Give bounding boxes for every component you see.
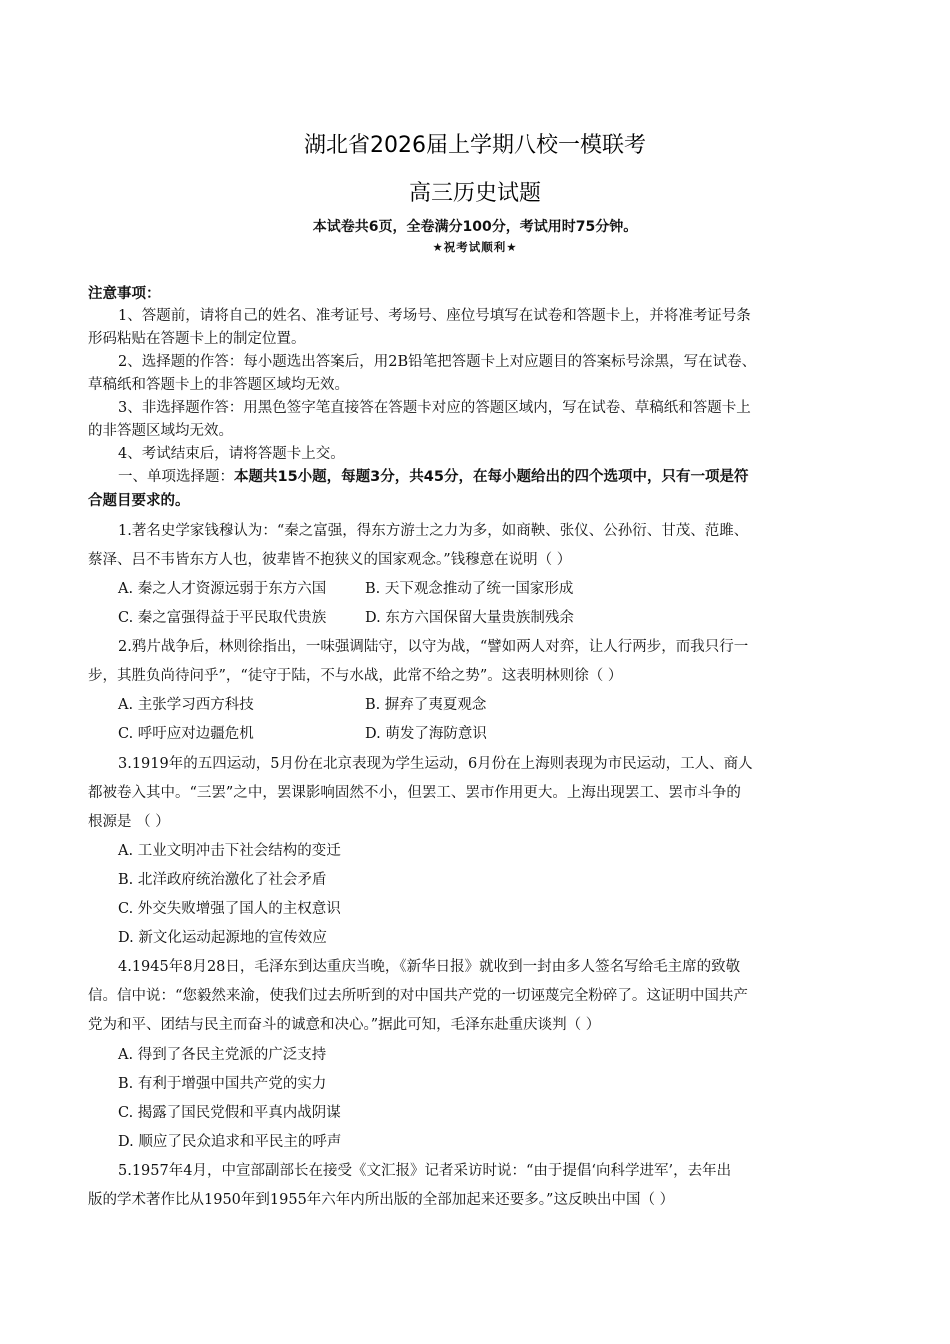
q4-option-d: D. 顺应了民众追求和平民主的呼声 [118, 1134, 342, 1150]
q1-option-b: B. 天下观念推动了统一国家形成 [365, 581, 574, 597]
q1-stem: 1.著名史学家钱穆认为：“秦之富强，得东方游士之力为多，如商鞅、张仪、公孙衍、甘茂、范雎、 [118, 523, 749, 539]
q2-stem-cont: 步，其胜负尚待问乎”，“徒守于陆，不与水战，此常不给之势”。这表明林则徐（ ） [88, 668, 623, 684]
q2-option-d: D. 萌发了海防意识 [365, 726, 487, 742]
q2-option-c: C. 呼吁应对边疆危机 [118, 726, 254, 742]
exam-wish: ★祝考试顺利★ [432, 240, 518, 254]
exam-subject: 高三历史试题 [408, 181, 541, 206]
note-1-cont: 形码粘贴在答题卡上的制定位置。 [88, 331, 306, 347]
q5-stem-cont: 版的学术著作比从1950年到1955年六年内所出版的全部加起来还要多。”这反映出中国（ ） [88, 1192, 675, 1208]
q4-stem-cont: 信。信中说：“您毅然来渝，使我们过去所听到的对中国共产党的一切诬蔑完全粉碎了。这证明中国共产 [88, 988, 748, 1004]
q1-option-d: D. 东方六国保留大量贵族制残余 [365, 610, 574, 626]
q4-option-a: A. 得到了各民主党派的广泛支持 [118, 1047, 327, 1063]
q1-option-c: C. 秦之富强得益于平民取代贵族 [118, 610, 327, 626]
q3-stem: 3.1919年的五四运动，5月份在北京表现为学生运动，6月份在上海则表现为市民运动，工人、商人 [118, 756, 753, 772]
section-heading [118, 467, 748, 487]
q3-stem-end: 根源是 （ ） [88, 814, 170, 830]
exam-info: 本试卷共6页，全卷满分100分，考试用时75分钟。 [312, 219, 638, 235]
q1-stem-cont: 蔡泽、吕不韦皆东方人也，彼辈皆不抱狭义的国家观念。”钱穆意在说明（ ） [88, 552, 572, 568]
note-3: 3、非选择题作答：用黑色签字笔直接答在答题卡对应的答题区域内，写在试卷、草稿纸和答题卡上 [118, 400, 751, 416]
q4-option-c: C. 揭露了国民党假和平真内战阴谋 [118, 1105, 341, 1121]
notes-heading: 注意事项： [88, 286, 161, 302]
note-2: 2、选择题的作答：每小题选出答案后，用2B铅笔把答题卡上对应题目的答案标号涂黑，写在试卷、 [118, 354, 757, 370]
note-4: 4、考试结束后，请将答题卡上交。 [118, 446, 345, 462]
q1-option-a: A. 秦之人才资源远弱于东方六国 [118, 581, 327, 597]
note-3-cont: 的非答题区域均无效。 [88, 423, 233, 439]
q3-option-b: B. 北洋政府统治激化了社会矛盾 [118, 872, 327, 888]
q2-option-b: B. 摒弃了夷夏观念 [365, 697, 487, 713]
section-text-cont: 合题目要求的。 [88, 493, 190, 509]
q4-stem-end: 党为和平、团结与民主而奋斗的诚意和决心。”据此可知，毛泽东赴重庆谈判（ ） [88, 1017, 601, 1033]
exam-title: 湖北省2026届上学期八校一模联考 [304, 133, 646, 158]
q5-stem: 5.1957年4月，中宣部副部长在接受《文汇报》记者采访时说：“由于提倡‘向科学进军’，去年出 [118, 1163, 732, 1179]
q3-stem-cont: 都被卷入其中。“三罢”之中，罢课影响固然不小，但罢工、罢市作用更大。上海出现罢工、罢市斗争的 [88, 785, 741, 801]
q4-option-b: B. 有利于增强中国共产党的实力 [118, 1076, 327, 1092]
note-2-cont: 草稿纸和答题卡上的非答题区域均无效。 [88, 377, 349, 393]
q3-option-a: A. 工业文明冲击下社会结构的变迁 [118, 843, 341, 859]
q3-option-c: C. 外交失败增强了国人的主权意识 [118, 901, 341, 917]
q2-stem: 2.鸦片战争后，林则徐指出，一味强调陆守，以守为战，“譬如两人对弈，让人行两步，而我只行一 [118, 639, 749, 655]
q2-option-a: A. 主张学习西方科技 [118, 697, 254, 713]
section-prefix: 一、单项选择题： [118, 469, 234, 485]
q3-option-d: D. 新文化运动起源地的宣传效应 [118, 930, 327, 946]
q4-stem: 4.1945年8月28日，毛泽东到达重庆当晚，《新华日报》就收到一封由多人签名写给毛主席的致敬 [118, 959, 741, 975]
note-1: 1、答题前，请将自己的姓名、准考证号、考场号、座位号填写在试卷和答题卡上，并将准考证号条 [118, 308, 751, 324]
section-text: 本题共15小题，每题3分，共45分，在每小题给出的四个选项中，只有一项是符 [234, 469, 749, 485]
